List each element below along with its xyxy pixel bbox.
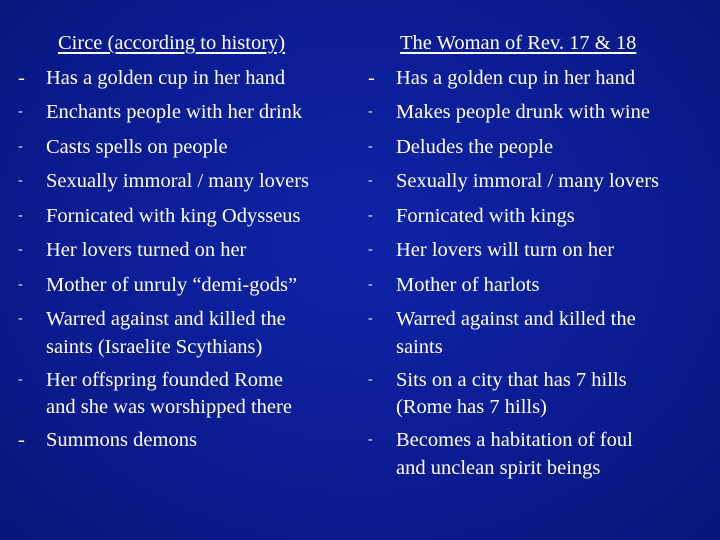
item-text: Her lovers will turn on her	[396, 239, 615, 261]
list-item	[368, 302, 713, 363]
item-text: Sits on a city that has 7 hills (Rome has 7 hills)	[396, 368, 627, 418]
item-text: Warred against and killed the saints (Israelite Scythians)	[46, 308, 286, 358]
list-item	[368, 199, 713, 234]
bullet-dash: -	[368, 104, 373, 119]
item-text: Mother of harlots	[396, 273, 540, 296]
left-column	[18, 26, 358, 458]
right-column	[368, 26, 713, 484]
bullet-dash: -	[368, 138, 373, 154]
item-text: Enchants people with her drink	[46, 101, 303, 123]
bullet-dash: -	[368, 66, 375, 89]
list-item	[368, 130, 713, 165]
item-text: Casts spells on people	[46, 135, 228, 158]
list-item	[18, 61, 358, 96]
item-text: Has a golden cup in her hand	[396, 66, 636, 89]
right-column-heading: The Woman of Rev. 17 & 18	[400, 32, 637, 54]
item-text: Fornicated with king Odysseus	[46, 204, 301, 227]
bullet-dash: -	[18, 173, 23, 188]
list-item	[18, 233, 358, 268]
list-item	[368, 423, 713, 484]
list-item	[18, 302, 358, 363]
left-column-heading: Circe (according to history)	[58, 32, 286, 54]
left-list	[18, 61, 358, 458]
list-item	[18, 199, 358, 234]
list-item	[368, 363, 713, 424]
bullet-dash: -	[18, 242, 23, 257]
list-item	[368, 61, 713, 96]
bullet-dash: -	[368, 173, 373, 188]
bullet-dash: -	[18, 138, 23, 154]
bullet-dash: -	[18, 429, 25, 451]
right-list	[368, 61, 713, 484]
list-item	[368, 164, 713, 199]
item-text: Warred against and killed the saints	[396, 308, 636, 358]
list-item	[18, 268, 358, 303]
item-text: Has a golden cup in her hand	[46, 66, 286, 89]
bullet-dash: -	[368, 276, 373, 292]
bullet-dash: -	[18, 371, 23, 387]
bullet-dash: -	[18, 207, 23, 223]
item-text: Makes people drunk with wine	[396, 101, 650, 123]
item-text: Mother of unruly “demi-gods”	[46, 273, 298, 296]
bullet-dash: -	[368, 311, 373, 326]
item-text: Deludes the people	[396, 135, 554, 158]
list-item	[368, 95, 713, 130]
item-text: Sexually immoral / many lovers	[46, 170, 310, 192]
bullet-dash: -	[368, 207, 373, 223]
item-text: Sexually immoral / many lovers	[396, 170, 660, 192]
bullet-dash: -	[18, 311, 23, 326]
list-item	[18, 164, 358, 199]
bullet-dash: -	[368, 432, 373, 447]
item-text: Her lovers turned on her	[46, 239, 247, 261]
bullet-dash: -	[18, 66, 25, 89]
item-text: Her offspring founded Rome and she was worshipped there	[46, 368, 292, 418]
bullet-dash: -	[18, 276, 23, 292]
item-text: Fornicated with kings	[396, 204, 575, 227]
list-item	[368, 233, 713, 268]
list-item	[18, 363, 358, 424]
bullet-dash: -	[368, 371, 373, 387]
list-item	[18, 95, 358, 130]
list-item	[368, 268, 713, 303]
list-item	[18, 423, 358, 458]
bullet-dash: -	[18, 104, 23, 119]
bullet-dash: -	[368, 242, 373, 257]
item-text: Becomes a habitation of foul and unclean spirit beings	[396, 429, 633, 479]
item-text: Summons demons	[46, 429, 197, 451]
list-item	[18, 130, 358, 165]
